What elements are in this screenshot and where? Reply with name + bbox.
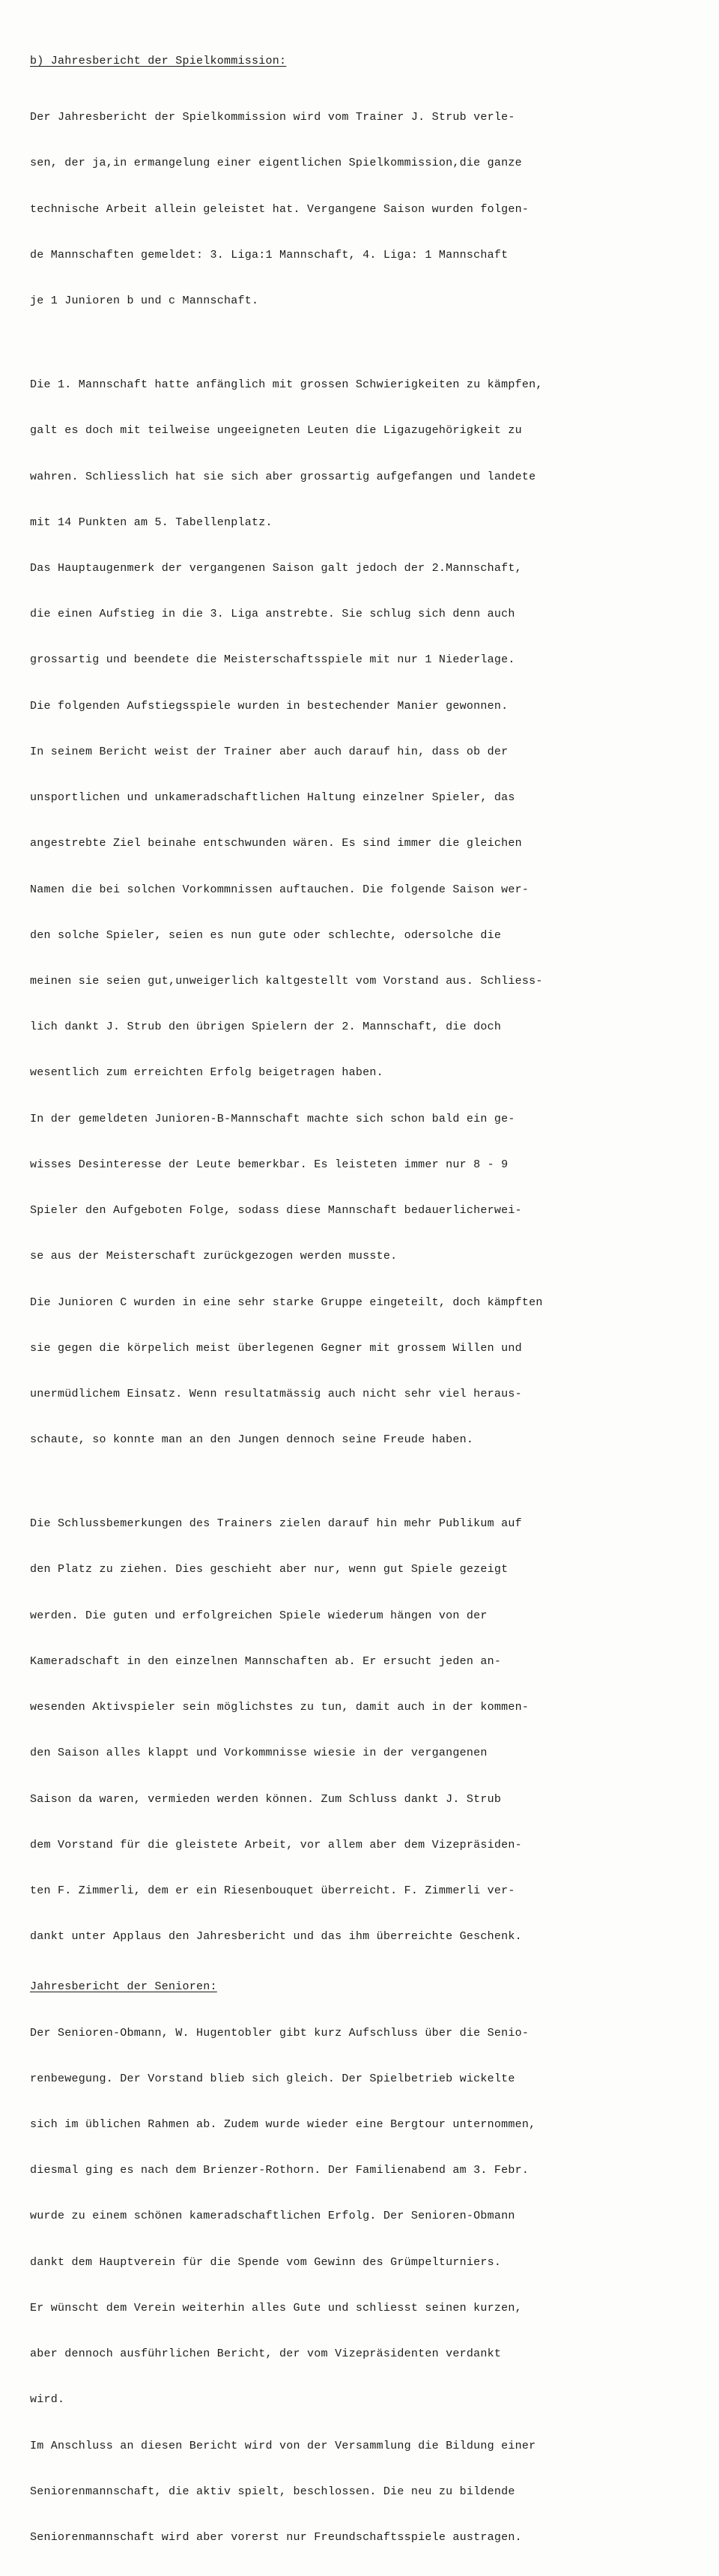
text-line: galt es doch mit teilweise ungeeigneten Leuten die Ligazugehörigkeit zu xyxy=(30,424,522,438)
text-line: die einen Aufstieg in die 3. Liga anstrebte. Sie schlug sich denn auch xyxy=(30,608,515,621)
text-line: den Platz zu ziehen. Dies geschieht aber nur, wenn gut Spiele gezeigt xyxy=(30,1563,509,1576)
text-line: se aus der Meisterschaft zurückgezogen werden musste. xyxy=(30,1250,398,1263)
text-line: sen, der ja,in ermangelung einer eigentlichen Spielkommission,die ganze xyxy=(30,157,522,170)
text-line: sie gegen die körpelich meist überlegenen Gegner mit grossem Willen und xyxy=(30,1341,522,1355)
text-line: wahren. Schliesslich hat sie sich aber grossartig aufgefangen und landete xyxy=(30,470,536,483)
section-heading-spielkommission: b) Jahresbericht der Spielkommission: xyxy=(30,55,287,67)
section-heading-senioren: Jahresbericht der Senioren: xyxy=(30,1980,217,1994)
text-line: wurde zu einem schönen kameradschaftlichen Erfolg. Der Senioren-Obmann xyxy=(30,2210,515,2223)
text-line: lich dankt J. Strub den übrigen Spielern der 2. Mannschaft, die doch xyxy=(30,1021,502,1034)
text-line: Der Jahresbericht der Spielkommission wird vom Trainer J. Strub verle- xyxy=(30,111,515,124)
text-line: wesenden Aktivspieler sein möglichstes zu tun, damit auch in der kommen- xyxy=(30,1701,530,1714)
text-line: Die folgenden Aufstiegsspiele wurden in bestechender Manier gewonnen. xyxy=(30,699,509,713)
text-line: Die Schlussbemerkungen des Trainers zielen darauf hin mehr Publikum auf xyxy=(30,1517,522,1531)
text-line: renbewegung. Der Vorstand blieb sich gleich. Der Spielbetrieb wickelte xyxy=(30,2072,515,2085)
text-line: Namen die bei solchen Vorkommnissen auftauchen. Die folgende Saison wer- xyxy=(30,883,530,896)
text-line: unsportlichen und unkameradschaftlichen Haltung einzelner Spieler, das xyxy=(30,791,515,805)
text-line: Seniorenmannschaft wird aber vorerst nur Freundschaftsspiele austragen. xyxy=(30,2531,522,2544)
text-line: schaute, so konnte man an den Jungen dennoch seine Freude haben. xyxy=(30,1433,474,1447)
text-line: grossartig und beendete die Meisterschaftsspiele mit nur 1 Niederlage. xyxy=(30,653,515,667)
text-line: werden. Die guten und erfolgreichen Spiele wiederum hängen von der xyxy=(30,1609,488,1622)
text-line: angestrebte Ziel beinahe entschwunden wären. Es sind immer die gleichen xyxy=(30,837,522,850)
text-line: ten F. Zimmerli, dem er ein Riesenbouquet überreicht. F. Zimmerli ver- xyxy=(30,1884,515,1897)
paragraph-report-intro xyxy=(30,79,700,339)
text-line: aber dennoch ausführlichen Bericht, der vom Vizepräsidenten verdankt xyxy=(30,2347,502,2361)
text-line: de Mannschaften gemeldet: 3. Liga:1 Mannschaft, 4. Liga: 1 Mannschaft xyxy=(30,248,509,261)
text-line: mit 14 Punkten am 5. Tabellenplatz. xyxy=(30,515,273,529)
text-line: Die Junioren C wurden in eine sehr starke Gruppe eingeteilt, doch kämpften xyxy=(30,1295,543,1309)
text-line: den Saison alles klappt und Vorkommnisse wiesie in der vergangenen xyxy=(30,1747,488,1760)
text-line: Saison da waren, vermieden werden können. Zum Schluss dankt J. Strub xyxy=(30,1792,502,1806)
text-line: Das Hauptaugenmerk der vergangenen Saison galt jedoch der 2.Mannschaft, xyxy=(30,562,522,575)
text-line: meinen sie seien gut,unweigerlich kaltgestellt vom Vorstand aus. Schliess- xyxy=(30,974,543,988)
text-line: Die 1. Mannschaft hatte anfänglich mit grossen Schwierigkeiten zu kämpfen, xyxy=(30,378,543,392)
text-line: dem Vorstand für die gleistete Arbeit, vor allem aber dem Vizepräsiden- xyxy=(30,1838,522,1851)
text-line: je 1 Junioren b und c Mannschaft. xyxy=(30,294,259,308)
text-line: sich im üblichen Rahmen ab. Zudem wurde wieder eine Bergtour unternommen, xyxy=(30,2118,536,2132)
text-line: wesentlich zum erreichten Erfolg beigetragen haben. xyxy=(30,1066,383,1080)
text-line: In der gemeldeten Junioren-B-Mannschaft machte sich schon bald ein ge- xyxy=(30,1112,515,1125)
section-heading-senioren-block xyxy=(30,1980,700,1995)
text-line: dankt dem Hauptverein für die Spende vom Gewinn des Grümpelturniers. xyxy=(30,2255,502,2269)
text-line: dankt unter Applaus den Jahresbericht und das ihm überreichte Geschenk. xyxy=(30,1930,522,1944)
text-line: Kameradschaft in den einzelnen Mannschaften ab. Er ersucht jeden an- xyxy=(30,1654,502,1668)
text-line: technische Arbeit allein geleistet hat. Vergangene Saison wurden folgen- xyxy=(30,202,530,216)
document-page xyxy=(30,54,700,2576)
text-line: wisses Desinteresse der Leute bemerkbar. Es leisteten immer nur 8 - 9 xyxy=(30,1158,509,1171)
text-line: Der Senioren-Obmann, W. Hugentobler gibt kurz Aufschluss über die Senio- xyxy=(30,2026,530,2040)
paragraph-trainer-closing xyxy=(30,1486,700,1975)
text-line: unermüdlichem Einsatz. Wenn resultatmässig auch nicht sehr viel heraus- xyxy=(30,1387,522,1400)
text-line: Seniorenmannschaft, die aktiv spielt, beschlossen. Die neu zu bildende xyxy=(30,2485,515,2498)
section-heading-spielkommission-block xyxy=(30,54,700,69)
text-line: diesmal ging es nach dem Brienzer-Rothorn. Der Familienabend am 3. Febr. xyxy=(30,2164,530,2177)
text-line: den solche Spieler, seien es nun gute oder schlechte, odersolche die xyxy=(30,928,502,942)
paragraph-teams-report xyxy=(30,347,700,1478)
text-line: Spieler den Aufgeboten Folge, sodass diese Mannschaft bedauerlicherwei- xyxy=(30,1204,522,1218)
text-line: Er wünscht dem Verein weiterhin alles Gute und schliesst seinen kurzen, xyxy=(30,2301,522,2315)
paragraph-senioren-report xyxy=(30,1995,700,2576)
text-line: wird. xyxy=(30,2393,65,2407)
text-line: Im Anschluss an diesen Bericht wird von der Versammlung die Bildung einer xyxy=(30,2439,536,2452)
text-line: In seinem Bericht weist der Trainer aber auch darauf hin, dass ob der xyxy=(30,745,509,758)
